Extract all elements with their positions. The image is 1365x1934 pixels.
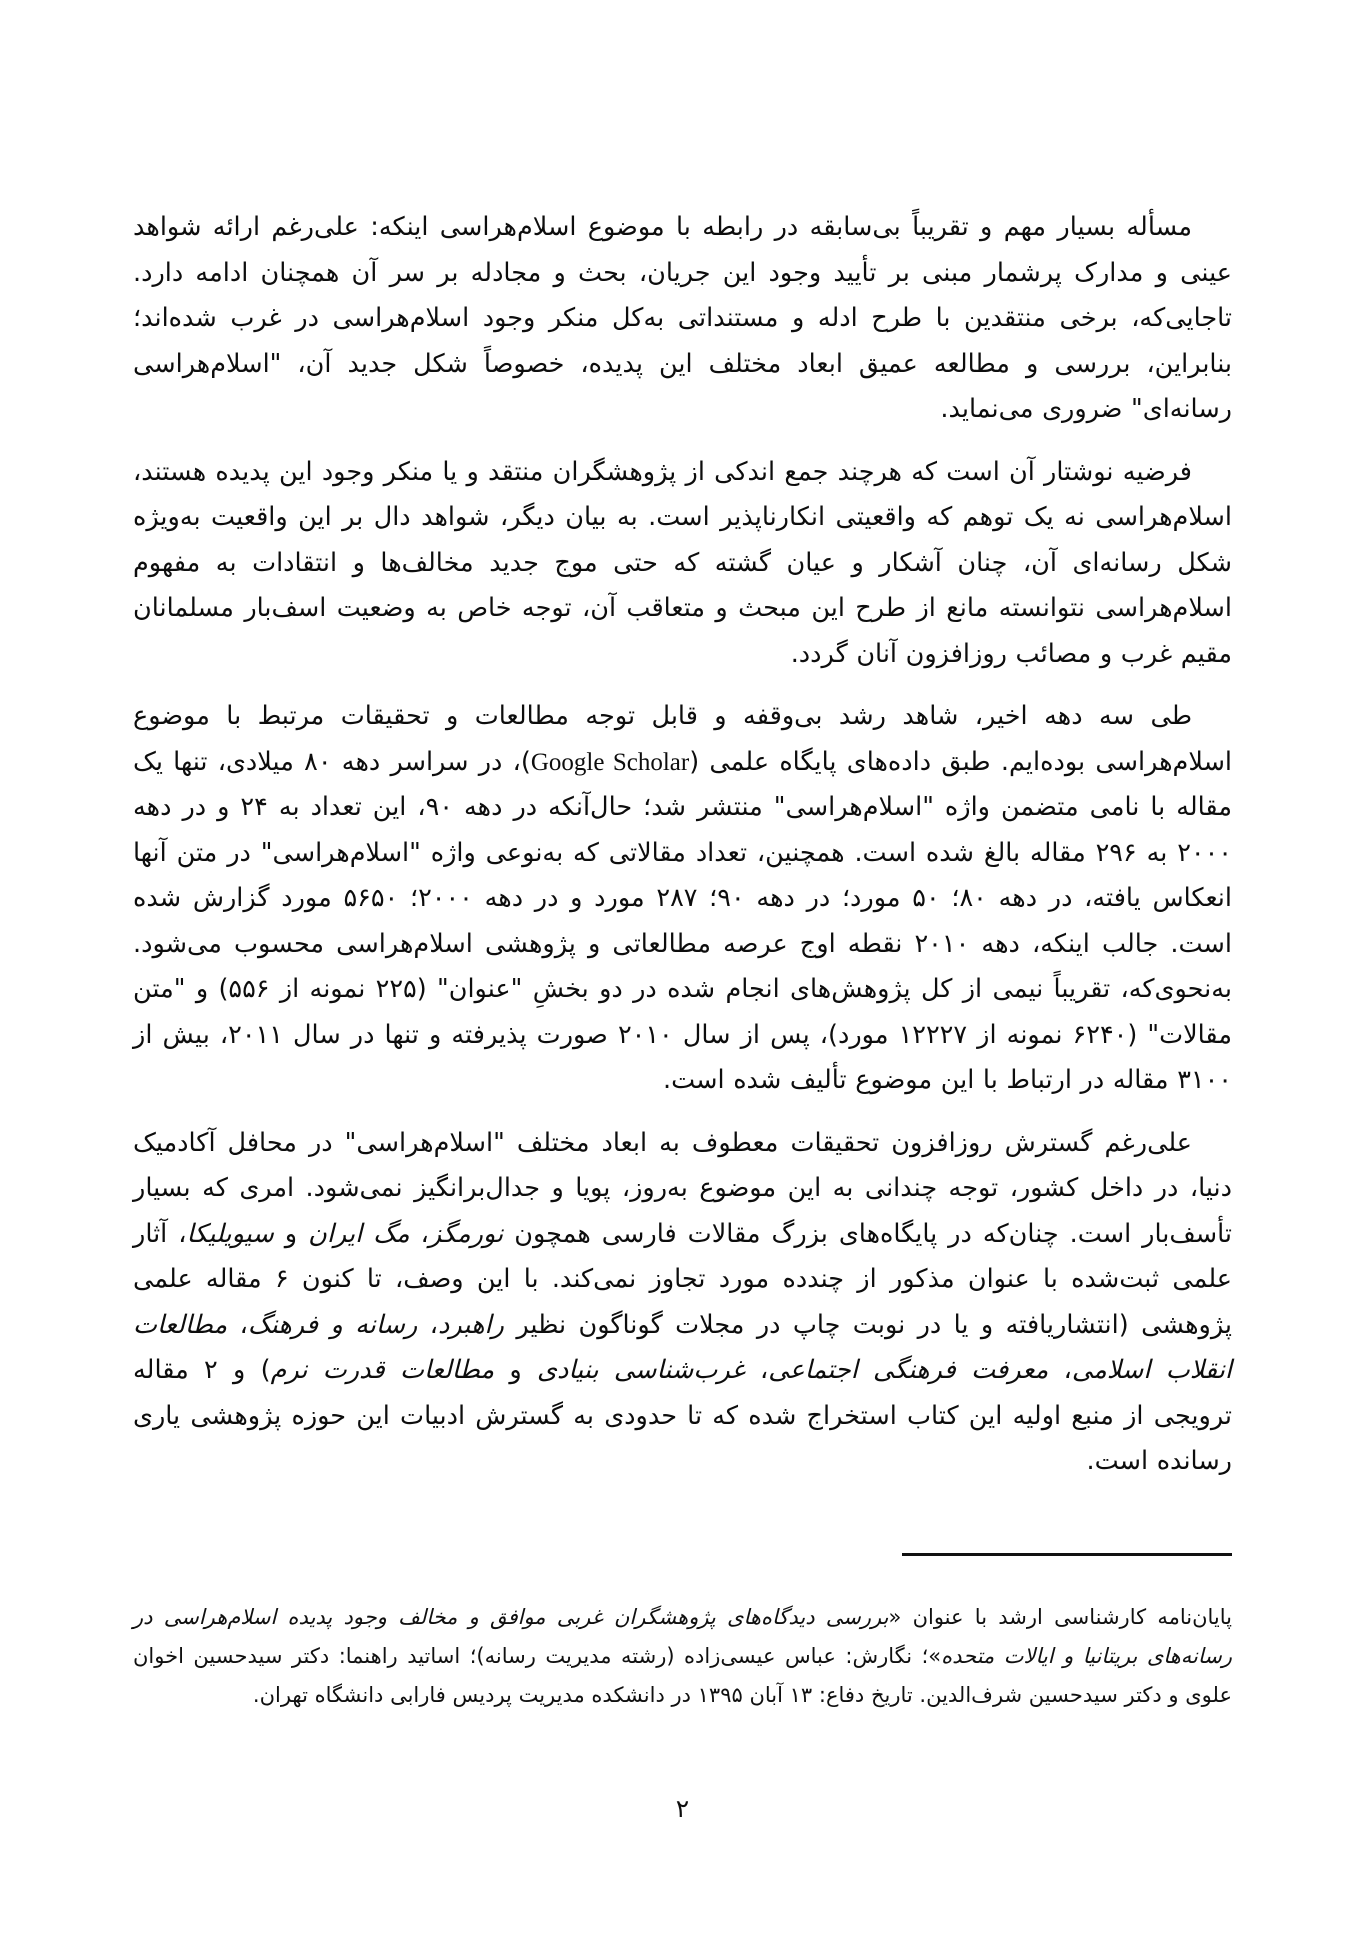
body-paragraph-3: طی سه دهه اخیر، شاهد رشد بی‌وقفه و قابل توجه مطالعات و تحقیقات مرتبط با موضوع اسلام‌هراسی بوده‌ایم. طبق داده‌های پایگاه علمی (Google Scholar)، در سراسر دهه ۸۰ میلادی، تنها یک مقاله با نامی متضمن واژه "اسلام‌هراسی" منتشر شد؛ حال‌آنکه در دهه ۹۰، این تعداد به ۲۴ و در دهه ۲۰۰۰ به ۲۹۶ مقاله بالغ شده است. همچنین، تعداد مقالاتی که به‌نوعی واژه "اسلام‌هراسی" در متن آنها انعکاس یافته، در دهه ۸۰؛ ۵۰ مورد؛ در دهه ۹۰؛ ۲۸۷ مورد و در دهه ۲۰۰۰؛ ۵۶۵۰ مورد گزارش شده است. جالب اینکه، دهه ۲۰۱۰ نقطه اوج عرصه مطالعاتی و پژوهشی اسلام‌هراسی محسوب می‌شود. به‌نحوی‌که، تقریباً نیمی از کل پژوهش‌های انجام شده در دو بخشِ "عنوان" (۲۲۵ نمونه از ۵۵۶) و "متن مقالات" (۶۲۴۰ نمونه از ۱۲۲۲۷ مورد)، پس از سال ۲۰۱۰ صورت پذیرفته و تنها در سال ۲۰۱۱، بیش از ۳۱۰۰ مقاله در ارتباط با این موضوع تألیف شده است. bbox=[133, 701, 1233, 1095]
cited-title: راهبرد bbox=[437, 1309, 504, 1340]
body-paragraph-4: علی‌رغم گسترش روزافزون تحقیقات معطوف به ابعاد مختلف "اسلام‌هراسی" در محافل آکادمیک دنیا، در داخل کشور، توجه چندانی به این موضوع به‌روز، پویا و جدال‌برانگیز نمی‌شود. امری که بسیار تأسف‌بار است. چنان‌که در پایگاه‌های بزرگ مقالات فارسی همچون نورمگز، مگ ایران و سیویلیکا، آثار علمی ثبت‌شده با عنوان مذکور از چندده مورد تجاوز نمی‌کند. با این وصف، تا کنون ۶ مقاله علمی پژوهشی (انتشاریافته و یا در نوبت چاپ در مجلات گوناگون نظیر راهبرد، رسانه و فرهنگ، مطالعات انقلاب اسلامی، معرفت فرهنگی اجتماعی، غرب‌شناسی بنیادی و مطالعات قدرت نرم) و ۲ مقاله ترویجی از منبع اولیه این کتاب استخراج شده که تا حدودی به گسترش ادبیات این حوزه پژوهشی یاری رسانده است. bbox=[133, 1127, 1233, 1476]
cited-title: مگ ایران bbox=[308, 1218, 410, 1249]
cited-title: مطالعات قدرت نرم bbox=[270, 1355, 495, 1385]
cited-title: سیویلیکا bbox=[186, 1218, 274, 1249]
footnote-entry-1: پایان‌نامه کارشناسی ارشد با عنوان «بررسی دیدگاه‌های پژوهشگران غربی موافق و مخالف وجود پدیده اسلام‌هراسی در رسانه‌های بریتانیا و ایالات متحده»؛ نگارش: عباس عیسی‌زاده (رشته مدیریت رسانه)؛ اساتید راهنما: دکتر سیدحسین اخوان علوی و دکتر سیدحسین شرف‌الدین. تاریخ دفاع: ۱۳ آبان ۱۳۹۵ در دانشکده مدیریت پردیس فارابی دانشگاه تهران. bbox=[133, 1605, 1232, 1707]
cited-title: مطالعات انقلاب اسلامی bbox=[133, 1309, 1233, 1385]
cited-title: رسانه و فرهنگ bbox=[247, 1309, 418, 1340]
page-body-text-block bbox=[133, 205, 1232, 1502]
cited-title: معرفت فرهنگی اجتماعی bbox=[768, 1355, 1049, 1385]
footnote-area bbox=[133, 1553, 1232, 1715]
latin-term: Google Scholar bbox=[530, 748, 690, 776]
footnote-separator-rule bbox=[902, 1553, 1232, 1556]
page-number: ۲ bbox=[675, 1794, 690, 1823]
body-paragraph-1: مسأله بسیار مهم و تقریباً بی‌سابقه در رابطه با موضوع اسلام‌هراسی اینکه: علی‌رغم ارائه شواهد عینی و مدارک پرشمار مبنی بر تأیید وجود این جریان، بحث و مجادله بر سر آن همچنان ادامه دارد. تاجایی‌که، برخی منتقدین با طرح ادله و مستنداتی به‌کل منکر وجود اسلام‌هراسی در غرب شده‌اند؛ بنابراین، بررسی و مطالعه عمیق ابعاد مختلف این پدیده، خصوصاً شکل جدید آن، "اسلام‌هراسی رسانه‌ای" ضروری می‌نماید. bbox=[133, 212, 1232, 424]
thesis-title: بررسی دیدگاه‌های پژوهشگران غربی موافق و مخالف وجود پدیده اسلام‌هراسی در رسانه‌های بریتانیا و ایالات متحده bbox=[133, 1605, 1232, 1668]
cited-title: غرب‌شناسی بنیادی bbox=[537, 1355, 745, 1385]
cited-title: نورمگز bbox=[428, 1218, 504, 1249]
body-paragraph-2: فرضیه نوشتار آن است که هرچند جمع اندکی از پژوهشگران منتقد و یا منکر وجود این پدیده هستند، اسلام‌هراسی نه یک توهم که واقعیتی انکارناپذیر است. به بیان دیگر، شواهد دال بر این واقعیت به‌ویژه شکل رسانه‌ای آن، چنان آشکار و عیان گشته که حتی موج جدید مخالف‌ها و انتقادات به مفهوم اسلام‌هراسی نتوانسته مانع از طرح این مبحث و متعاقب آن، توجه خاص به وضعیت اسف‌بار مسلمانان مقیم غرب و مصائب روزافزون آنان گردد. bbox=[133, 456, 1232, 669]
